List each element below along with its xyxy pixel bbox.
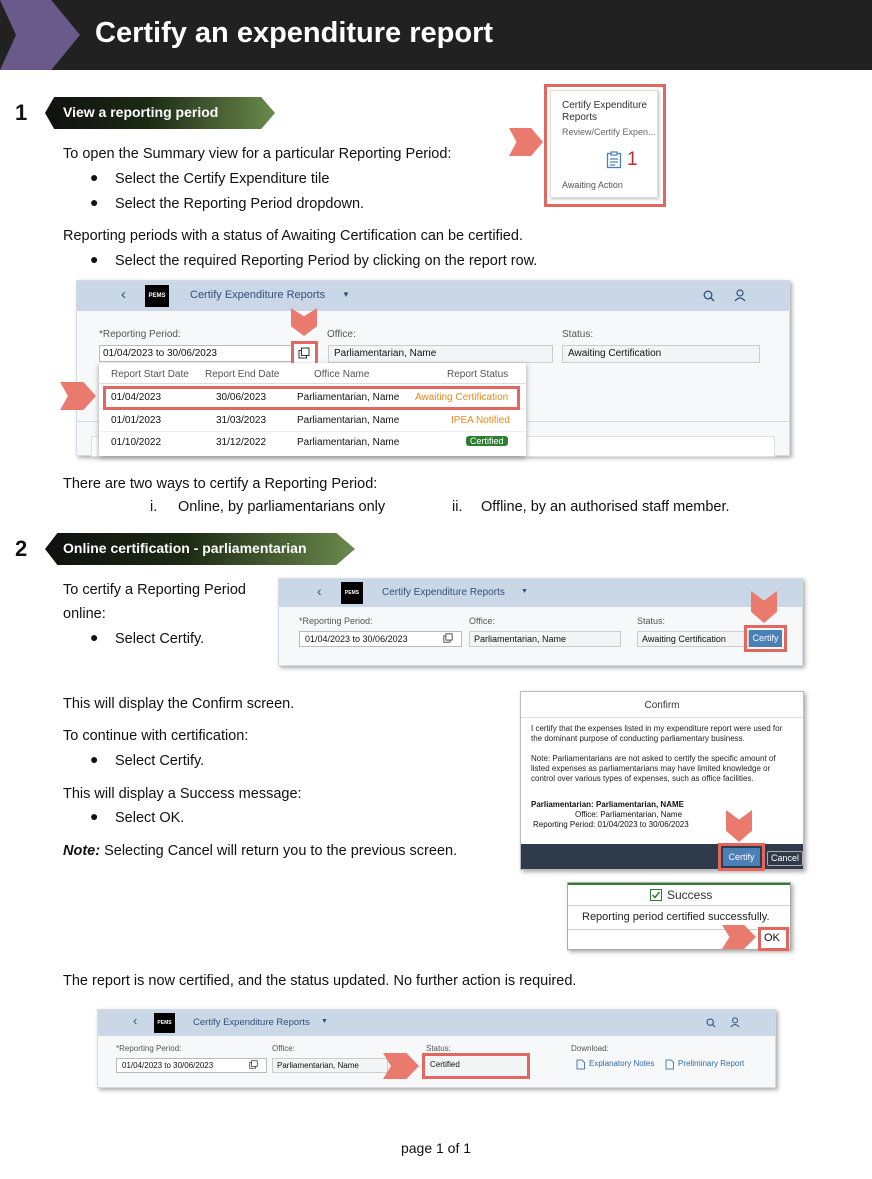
certify-button-highlight (744, 625, 787, 652)
search-icon[interactable] (706, 1018, 716, 1028)
bullet-dot: ● (90, 169, 99, 185)
col-header-office: Office Name (314, 369, 370, 380)
page-number: page 1 of 1 (400, 1140, 472, 1156)
document-icon (664, 1059, 675, 1070)
status-note: Reporting periods with a status of Awaiting Certification can be certified. (63, 228, 523, 244)
row-3-end: 31/12/2022 (216, 437, 267, 448)
note-label: Note: (63, 843, 101, 859)
row-2-start: 01/01/2023 (111, 415, 162, 426)
step-2-bullet-2: Select Certify. (115, 753, 205, 769)
row-2-end: 31/03/2023 (216, 415, 267, 426)
explanatory-notes-link[interactable]: Explanatory Notes (589, 1059, 655, 1068)
confirm-certify-button[interactable]: Certify (723, 848, 760, 866)
bullet-dot: ● (90, 251, 99, 267)
value-help-icon (298, 347, 310, 359)
step-1-intro: To open the Summary view for a particular Reporting Period: (63, 146, 452, 162)
step-2-bullet-3: Select OK. (115, 810, 185, 826)
bullet-dot: ● (90, 751, 99, 767)
row-3-status-badge: Certified (466, 436, 508, 446)
office-label: Office: (575, 810, 598, 819)
bullet-dot: ● (90, 808, 99, 824)
pointer-arrow (509, 128, 543, 156)
status-field: Awaiting Certification (562, 345, 760, 363)
status-label: Status: (426, 1044, 451, 1053)
period-label: Reporting Period: (533, 820, 596, 829)
step-2-intro-2: online: (63, 606, 106, 622)
office-field: Parliamentarian, Name (328, 345, 553, 363)
tile-footer: Awaiting Action (562, 180, 623, 190)
office-label: Office: (272, 1044, 295, 1053)
tile-count: 1 (627, 149, 638, 170)
cancel-button[interactable]: Cancel (767, 851, 803, 866)
row-2-status: IPEA Notified (451, 415, 510, 426)
back-icon[interactable]: ‹ (317, 583, 322, 599)
pems-logo: PEMS (145, 285, 169, 307)
way-ii-number: ii. (452, 499, 463, 515)
divider (568, 905, 790, 906)
certify-expenditure-tile[interactable] (544, 84, 666, 207)
document-icon (575, 1059, 586, 1070)
user-icon[interactable] (734, 289, 746, 302)
row-3-office: Parliamentarian, Name (297, 437, 400, 448)
user-icon[interactable] (730, 1017, 740, 1028)
pems-logo: PEMS (154, 1013, 175, 1033)
back-icon[interactable]: ‹ (121, 286, 126, 303)
note-text: Selecting Cancel will return you to the previous screen. (100, 843, 458, 859)
step-2-banner-label: Online certification - parliamentarian (63, 540, 307, 556)
divider (99, 431, 526, 432)
ok-button[interactable]: OK (764, 932, 780, 944)
download-label: Download: (571, 1044, 609, 1053)
chevron-down-icon[interactable]: ▼ (321, 1018, 328, 1025)
value-help-icon[interactable] (443, 633, 453, 643)
check-icon (650, 889, 662, 901)
search-icon[interactable] (703, 290, 715, 302)
success-message: Reporting period certified successfully. (582, 911, 770, 923)
success-title: Success (667, 888, 713, 902)
office-field: Parliamentarian, Name (272, 1058, 388, 1073)
cancel-note (63, 841, 457, 861)
page-title: Certify an expenditure report (95, 17, 494, 49)
office-field: Parliamentarian, Name (469, 631, 621, 647)
status-label: Status: (637, 616, 666, 626)
back-icon[interactable]: ‹ (133, 1013, 138, 1028)
success-display: This will display a Success message: (63, 786, 302, 802)
app-screenshot-certify (278, 578, 803, 666)
tile-title-2: Reports (562, 112, 598, 123)
tile-subtitle: Review/Certify Expen... (562, 127, 656, 137)
app-title[interactable]: Certify Expenditure Reports (190, 289, 326, 301)
status-certified-highlight (422, 1053, 530, 1079)
app-title[interactable]: Certify Expenditure Reports (382, 587, 505, 598)
row-1-status: Awaiting Certification (415, 392, 509, 403)
awaiting-row-highlight[interactable] (103, 386, 520, 410)
divider (99, 383, 526, 384)
parl-value: Parliamentarian, NAME (595, 800, 684, 809)
reporting-period-label: *Reporting Period: (99, 329, 181, 340)
app-title[interactable]: Certify Expenditure Reports (193, 1017, 310, 1028)
way-i-text: Online, by parliamentarians only (178, 499, 386, 515)
confirm-paragraph-2: Note: Parliamentarians are not asked to certify the specific amount of listed expenses as parliamentarians may have limited knowledge or control over various types of expenses, such as office facilities. (531, 754, 776, 783)
way-i-number: i. (150, 499, 158, 515)
reporting-period-field[interactable]: 01/04/2023 to 30/06/2023 (299, 631, 462, 647)
tile-title-1: Certify Expenditure (562, 100, 648, 111)
app-shell-bar (77, 281, 789, 311)
parl-label: Parliamentarian: (531, 800, 594, 809)
office-label: Office: (327, 329, 356, 340)
step-1-bullet-3: Select the required Reporting Period by clicking on the report row. (115, 253, 538, 269)
pems-logo: PEMS (341, 582, 363, 604)
row-2-office: Parliamentarian, Name (297, 415, 400, 426)
row-3-start: 01/10/2022 (111, 437, 162, 448)
status-label: Status: (562, 329, 594, 340)
col-header-status: Report Status (447, 369, 509, 380)
divider (521, 717, 803, 718)
office-value: Parliamentarian, Name (600, 810, 683, 819)
confirm-title: Confirm (644, 700, 680, 711)
clipboard-icon (606, 151, 622, 169)
divider (568, 929, 790, 930)
certify-button[interactable]: Certify (749, 630, 782, 647)
step-1-bullet-1: Select the Certify Expenditure tile (115, 171, 330, 187)
step-1-banner-label: View a reporting period (63, 104, 219, 120)
step-2-bullet-1: Select Certify. (115, 631, 205, 647)
reporting-period-field[interactable]: 01/04/2023 to 30/06/2023 (116, 1058, 267, 1073)
success-bar (568, 883, 790, 885)
row-1-end: 30/06/2023 (216, 392, 267, 403)
reporting-period-label: *Reporting Period: (299, 616, 373, 626)
row-1-office: Parliamentarian, Name (297, 392, 400, 403)
confirm-paragraph-1: I certify that the expenses listed in my expenditure report were used for the dominant purpose of conducting parliamentary business. (531, 724, 783, 743)
col-header-start: Report Start Date (111, 369, 189, 380)
col-header-end: Report End Date (205, 369, 280, 380)
chevron-down-icon[interactable]: ▼ (342, 290, 350, 299)
row-1-start: 01/04/2023 (111, 392, 162, 403)
confirm-display: This will display the Confirm screen. (63, 696, 295, 712)
chevron-down-icon[interactable]: ▼ (521, 588, 528, 595)
step-1-bullet-2: Select the Reporting Period dropdown. (115, 196, 365, 212)
value-help-icon[interactable] (249, 1060, 258, 1069)
step-2-intro-1: To certify a Reporting Period (63, 582, 246, 598)
confirm-certify-highlight (718, 843, 765, 871)
continue-text: To continue with certification: (63, 728, 249, 744)
preliminary-report-link[interactable]: Preliminary Report (678, 1059, 745, 1068)
step-1-number: 1 (15, 100, 28, 125)
way-ii-text: Offline, by an authorised staff member. (481, 499, 730, 515)
office-label: Office: (469, 616, 495, 626)
final-note: The report is now certified, and the status updated. No further action is required. (63, 973, 577, 989)
status-field: Awaiting Certification (637, 631, 749, 647)
reporting-period-label: *Reporting Period: (116, 1044, 182, 1053)
step-2-number: 2 (15, 536, 28, 561)
ok-button-highlight (758, 927, 789, 951)
reporting-period-field[interactable]: 01/04/2023 to 30/06/2023 (99, 345, 298, 362)
status-certified-value: Certified (430, 1060, 460, 1069)
bullet-dot: ● (90, 194, 99, 210)
period-value: 01/04/2023 to 30/06/2023 (597, 820, 689, 829)
bullet-dot: ● (90, 629, 99, 645)
ways-intro: There are two ways to certify a Reporting Period: (63, 476, 378, 492)
